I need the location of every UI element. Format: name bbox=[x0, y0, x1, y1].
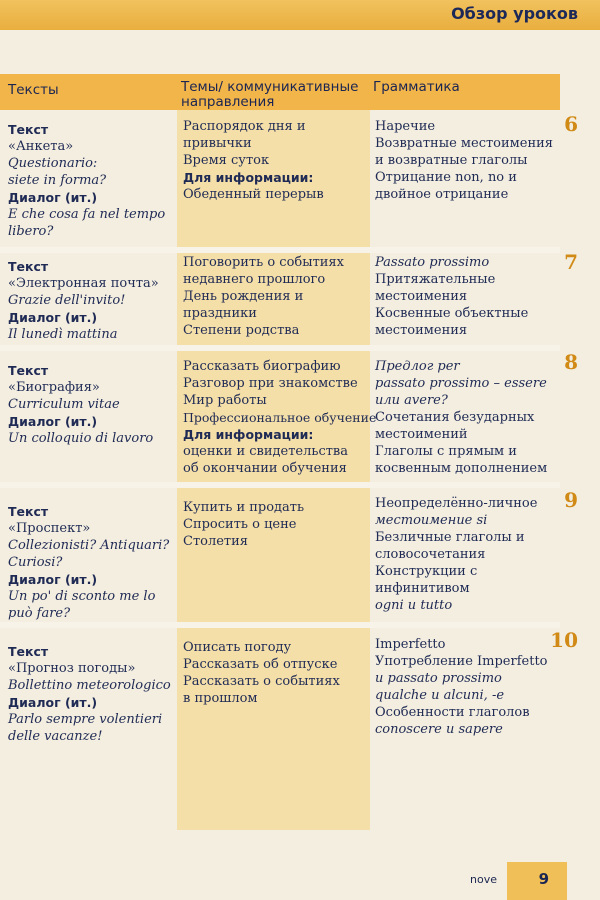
lesson-grammar-cell: Наречие Возвратные местоимения и возвратные глаголы Отрицание non, no и двойное отрицание bbox=[375, 119, 553, 202]
lesson-number: 9 bbox=[564, 488, 578, 512]
column-header-row bbox=[0, 74, 560, 110]
lesson-number: 10 bbox=[550, 628, 578, 652]
row-divider bbox=[0, 247, 560, 253]
column-header-texts: Тексты bbox=[8, 82, 59, 98]
page-word: nove bbox=[470, 873, 497, 886]
lesson-number: 7 bbox=[564, 250, 578, 274]
lesson-topics-cell: Купить и продать Спросить о цене Столетия bbox=[183, 500, 305, 549]
page-title: Обзор уроков bbox=[451, 4, 578, 23]
row-divider bbox=[0, 622, 560, 628]
page-number-tab bbox=[507, 862, 567, 900]
lesson-texts-cell: Текст «Биография» Curriculum vitae Диалог (ит.) Un colloquio di lavoro bbox=[8, 363, 154, 446]
row-divider bbox=[0, 482, 560, 488]
header-bar bbox=[0, 0, 600, 30]
lesson-topics-cell: Распорядок дня и привычки Время суток Для информации: Обеденный перерыв bbox=[183, 119, 324, 202]
lesson-number: 6 bbox=[564, 112, 578, 136]
page-number: 9 bbox=[538, 870, 549, 888]
lesson-texts-cell: Текст «Проспект» Collezionisti? Antiquari? Curiosi? Диалог (ит.) Un po' di sconto me lo può fare? bbox=[8, 504, 170, 621]
lesson-grammar-cell: Passato prossimo Притяжательные местоимения Косвенные объектные местоимения bbox=[375, 255, 529, 338]
column-header-grammar: Грамматика bbox=[373, 79, 460, 95]
lesson-texts-cell: Текст «Электронная почта» Grazie dell'invito! Диалог (ит.) Il lunedì mattina bbox=[8, 259, 159, 342]
lesson-topics-cell: Поговорить о событиях недавнего прошлого День рождения и праздники Степени родства bbox=[183, 255, 344, 338]
row-divider bbox=[0, 345, 560, 351]
lesson-grammar-cell: Imperfetto Употребление Imperfetto и passato prossimo qualche и alcuni, -e Особенности глаголов conoscere и sapere bbox=[375, 637, 548, 737]
column-header-topics: Темы/ коммуникативные направления bbox=[181, 79, 359, 110]
lesson-topics-cell: Рассказать биографию Разговор при знакомстве Мир работы Профессиональное обучение Для информации: оценки и свидетельства об окончании обучения bbox=[183, 359, 377, 476]
lesson-grammar-cell: Неопределённо-личное местоимение si Безличные глаголы и словосочетания Конструкции с инфинитивом ogni и tutto bbox=[375, 496, 538, 613]
lesson-topics-cell: Описать погоду Рассказать об отпуске Рассказать о событиях в прошлом bbox=[183, 640, 340, 706]
lesson-texts-cell: Текст «Прогноз погоды» Bollettino meteorologico Диалог (ит.) Parlo sempre volentieri delle vacanze! bbox=[8, 644, 171, 744]
lesson-number: 8 bbox=[564, 350, 578, 374]
lesson-texts-cell: Текст «Анкета» Questionario: siete in forma? Диалог (ит.) E che cosa fa nel tempo libero? bbox=[8, 122, 166, 239]
lesson-grammar-cell: Предлог per passato prossimo – essere или avere? Сочетания безударных местоимений Глаголы с прямым и косвенным дополнением bbox=[375, 359, 548, 476]
